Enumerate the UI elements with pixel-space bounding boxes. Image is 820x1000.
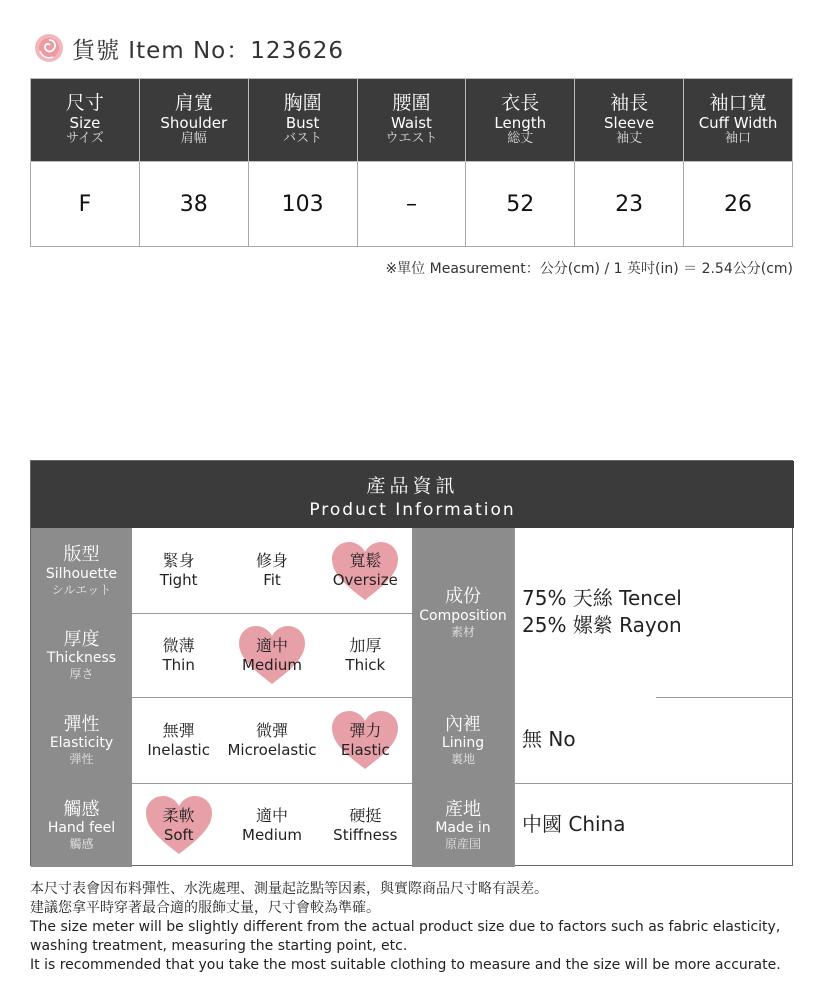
label-en: Thickness — [46, 650, 117, 667]
header-en: Sleeve — [604, 113, 655, 132]
header-en: Shoulder — [160, 113, 228, 132]
grid-divider — [514, 783, 793, 784]
header-en: Bust — [285, 113, 320, 132]
product-info-panel — [30, 460, 793, 866]
label-zh: 成份 — [445, 586, 481, 608]
disclaimer-line: 本尺寸表會因布料彈性、水洗處理、測量起訖點等因素，與實際商品尺寸略有誤差。 — [30, 881, 548, 897]
grid-divider — [514, 528, 515, 867]
item-number-header — [34, 30, 344, 66]
attribute-label-silhouette — [31, 528, 132, 613]
waist-col-header — [357, 79, 466, 162]
cuff-width-value: 26 — [684, 162, 793, 247]
length-col-header — [466, 79, 575, 162]
option-oversize-selected — [319, 528, 412, 613]
product-info-header — [31, 461, 794, 528]
grid-divider — [656, 697, 793, 698]
option-en: Soft — [163, 825, 194, 844]
option-zh: 適中 — [255, 805, 288, 825]
composition-value — [522, 585, 682, 639]
option-zh: 加厚 — [349, 635, 382, 655]
label-en: Elasticity — [49, 735, 114, 752]
header-jp: バスト — [283, 131, 323, 147]
option-zh: 彈力 — [349, 720, 382, 740]
size-table-value-row — [31, 162, 793, 247]
label-en: Hand feel — [47, 820, 116, 837]
option-thin — [132, 613, 225, 697]
label-en: Silhouette — [45, 565, 118, 582]
composition-line: 25% 嫘縈 Rayon — [522, 613, 682, 637]
disclaimer-line: 建議您拿平時穿著最合適的服飾丈量，尺寸會較為準確。 — [30, 900, 380, 916]
attribute-label-elasticity — [31, 697, 132, 783]
disclaimer-line: It is recommended that you take the most suitable clothing to measure and the size will be more accurate. — [30, 957, 781, 973]
option-en: Thin — [162, 655, 195, 674]
option-tight — [132, 528, 225, 613]
option-soft-selected — [132, 783, 225, 867]
attribute-label-hand-feel — [31, 783, 132, 867]
option-fit — [225, 528, 318, 613]
bust-value: 103 — [248, 162, 357, 247]
header-en: Length — [494, 113, 547, 132]
header-en: Waist — [390, 113, 432, 132]
header-en: Size — [69, 113, 101, 132]
header-en: Cuff Width — [698, 113, 778, 132]
label-jp: 觸感 — [69, 837, 94, 851]
option-zh: 無彈 — [162, 720, 195, 740]
size-table — [30, 78, 793, 247]
option-zh: 緊身 — [162, 551, 195, 571]
option-elastic-selected — [319, 697, 412, 783]
unit-note: ※單位 Measurement：公分(cm) / 1 英吋(in) ＝ 2.54公分(cm) — [385, 261, 793, 277]
origin-label — [412, 783, 514, 867]
header-zh: 尺寸 — [65, 91, 104, 114]
label-zh: 內裡 — [445, 713, 481, 735]
lining-label — [412, 697, 514, 783]
grid-divider — [132, 613, 412, 614]
attribute-label-thickness — [31, 613, 132, 697]
size-table-header-row — [31, 79, 793, 162]
option-en: Inelastic — [147, 740, 210, 759]
option-zh: 柔軟 — [162, 805, 195, 825]
option-en: Oversize — [332, 571, 398, 590]
length-value: 52 — [466, 162, 575, 247]
size-disclaimer — [30, 880, 800, 975]
header-jp: 肩幅 — [180, 131, 207, 147]
grid-divider — [132, 697, 412, 698]
label-jp: 原産国 — [444, 837, 481, 851]
cuff-col-header — [684, 79, 793, 162]
option-zh: 微彈 — [255, 720, 288, 740]
item-number-title: 貨號 Item No：123626 — [72, 37, 345, 64]
label-jp: 厚さ — [69, 667, 94, 681]
option-zh: 寬鬆 — [349, 551, 382, 571]
sleeve-value: 23 — [575, 162, 684, 247]
header-jp: ウエスト — [385, 131, 438, 147]
product-info-title-zh: 產品資訊 — [366, 475, 459, 497]
option-en: Stiffness — [333, 825, 398, 844]
label-jp: シルエット — [51, 582, 112, 597]
label-zh: 版型 — [63, 544, 100, 566]
option-zh: 微薄 — [162, 635, 195, 655]
option-inelastic — [132, 697, 225, 783]
header-zh: 袖長 — [610, 91, 649, 114]
label-zh: 厚度 — [63, 628, 100, 650]
option-en: Tight — [159, 571, 198, 590]
header-jp: サイズ — [65, 131, 104, 147]
waist-value: – — [357, 162, 466, 247]
composition-line: 75% 天絲 Tencel — [522, 586, 682, 610]
option-en: Elastic — [340, 740, 390, 759]
rose-icon — [34, 33, 64, 63]
header-zh: 衣長 — [501, 91, 540, 114]
option-medium — [225, 783, 318, 867]
disclaimer-line: The size meter will be slightly different from the actual product size due to factors such as fabric elasticity, washing treatment, measuring the starting point, etc. — [30, 919, 781, 954]
label-zh: 觸感 — [63, 798, 100, 820]
origin-value: 中國 China — [522, 812, 626, 836]
header-jp: 袖丈 — [616, 131, 643, 147]
header-zh: 肩寬 — [174, 91, 213, 114]
label-jp: 弾性 — [69, 752, 94, 766]
option-thick — [319, 613, 412, 697]
option-zh: 修身 — [255, 551, 288, 571]
label-zh: 彈性 — [63, 713, 100, 735]
option-stiffness — [319, 783, 412, 867]
label-jp: 裏地 — [450, 752, 475, 766]
lining-value: 無 No — [522, 727, 576, 751]
label-zh: 產地 — [445, 798, 481, 820]
sleeve-col-header — [575, 79, 684, 162]
option-en: Fit — [263, 571, 281, 590]
product-info-title-en: Product Information — [309, 500, 516, 520]
label-en: Lining — [441, 735, 485, 752]
composition-label — [412, 528, 514, 697]
option-zh: 適中 — [255, 635, 288, 655]
option-en: Medium — [242, 825, 302, 844]
size-value: F — [31, 162, 140, 247]
header-zh: 袖口寬 — [709, 91, 767, 114]
header-zh: 胸圍 — [283, 91, 322, 114]
label-en: Composition — [419, 607, 507, 624]
size-col-header — [31, 79, 140, 162]
option-zh: 硬挺 — [349, 805, 382, 825]
header-jp: 総丈 — [507, 131, 534, 147]
shoulder-value: 38 — [139, 162, 248, 247]
bust-col-header — [248, 79, 357, 162]
option-en: Thick — [345, 655, 386, 674]
header-zh: 腰圍 — [392, 91, 431, 114]
option-en: Medium — [242, 655, 302, 674]
label-jp: 素材 — [450, 624, 475, 639]
option-en: Microelastic — [227, 740, 317, 759]
header-jp: 袖口 — [725, 131, 752, 147]
option-medium-selected — [225, 613, 318, 697]
grid-divider — [132, 783, 412, 784]
shoulder-col-header — [139, 79, 248, 162]
option-microelastic — [225, 697, 318, 783]
label-en: Made in — [435, 820, 491, 837]
